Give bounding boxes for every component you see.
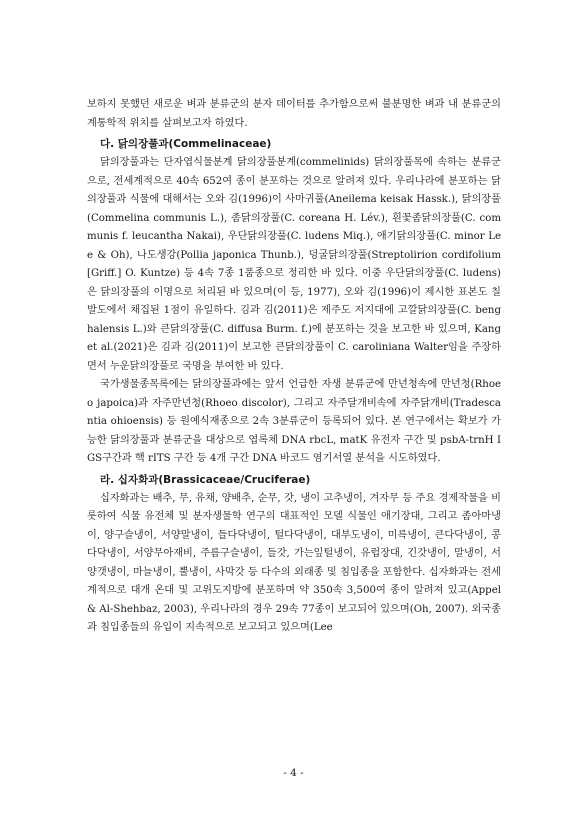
commelinaceae-paragraph-1: 닭의장풀과는 단자엽식물분계 닭의장풀분계(commelinids) 닭의장풀목에 속하는 분류군으로, 전세계적으로 40속 652여 종이 분포하는 것으로 알려져 있다. 우리나라에 분포하는 닭의장풀과 식물에 대해서는 오와 김(1996)이 사마귀풀(Aneilema keisak Hassk.), 닭의장풀(Commelina communis L.), 좀닭의장풀(C. coreana H. Lév.), 흰꽃좀닭의장풀(C. communis f. leucantha Nakai), 우단닭의장풀(C. ludens Miq.), 애기닭의장풀(C. minor Lee & Oh), 나도생강(Pollia japonica Thunb.), 덩굴닭의장풀(Streptolirion cordifolium [Griff.] O. Kuntze) 등 4속 7종 1품종으로 정리한 바 있다. 이중 우단닭의장풀(C. ludens)은 닭의장풀의 이명으로 처리된 바 있으며(이 등, 1977), 오와 김(1996)이 제시한 표본도 칠발도에서 채집된 1점이 유일하다. 김과 김(2011)은 제주도 저지대에 고깔닭의장풀(C. benghalensis L.)와 큰닭의장풀(C. diffusa Burm. f.)에 분포하는 것을 보고한 바 있으며, Kang et al.(2021)은 김과 김(2011)이 보고한 큰닭의장풀이 C. caroliniana Walter임을 주장하면서 누운닭의장풀로 국명을 부여한 바 있다.: [87, 157, 501, 372]
section-heading-commelinaceae: 다. 닭의장풀과(Commelinaceae): [100, 138, 272, 150]
page-number: - 4 -: [283, 767, 304, 779]
intro-paragraph: 보하지 못했던 새로운 벼과 분류군의 분자 데이터를 추가함으로써 불분명한 벼과 내 분류군의 계통학적 위치를 살펴보고자 하였다.: [87, 99, 501, 129]
brassicaceae-paragraph-1: 십자화과는 배추, 무, 유채, 양배추, 순무, 갓, 냉이 고추냉이, 겨자무 등 주요 경제작물을 비롯하여 식물 유전체 및 분자생물학 연구의 대표적인 모델 식물인 애기장대, 그리고 좀아마냉이, 양구슬냉이, 서양말냉이, 들다닥냉이, 털다닥냉이, 대부도냉이, 미륵냉이, 큰다닥냉이, 콩다닥냉이, 서양무아재비, 주름구슬냉이, 들갓, 가는잎털냉이, 유럽장대, 긴갓냉이, 말냉이, 서양갯냉이, 마늘냉이, 뿔냉이, 사막갓 등 다수의 외래종 및 침입종을 포함한다. 십자화과는 전세계적으로 대개 온대 및 고위도지방에 분포하며 약 350속 3,500여 종이 알려져 있고(Appel & Al-Shehbaz, 2003), 우리나라의 경우 29속 77종이 보고되어 있으며(Oh, 2007). 외국종과 침입종들의 유입이 지속적으로 보고되고 있으며(Lee: [87, 492, 501, 633]
section-heading-brassicaceae: 라. 십자화과(Brassicaceae/Cruciferae): [100, 473, 311, 486]
commelinaceae-paragraph-2: 국가생물종목록에는 닭의장풀과에는 앞서 언급한 자생 분류군에 만년청속에 만년청(Rhoeo japoica)과 자주만년청(Rhoeo discolor), 그리고 자주달개비속에 자주닭개비(Tradescantia ohioensis) 등 원예식재종으로 2속 3분류군이 등록되어 있다. 본 연구에서는 확보가 가능한 닭의장풀과 분류군을 대상으로 엽록체 DNA rbcL, matK 유전자 구간 및 psbA-trnH IGS구간과 핵 rITS 구간 등 4개 구간 DNA 바코드 염기서열 분석을 시도하였다.: [87, 379, 501, 464]
